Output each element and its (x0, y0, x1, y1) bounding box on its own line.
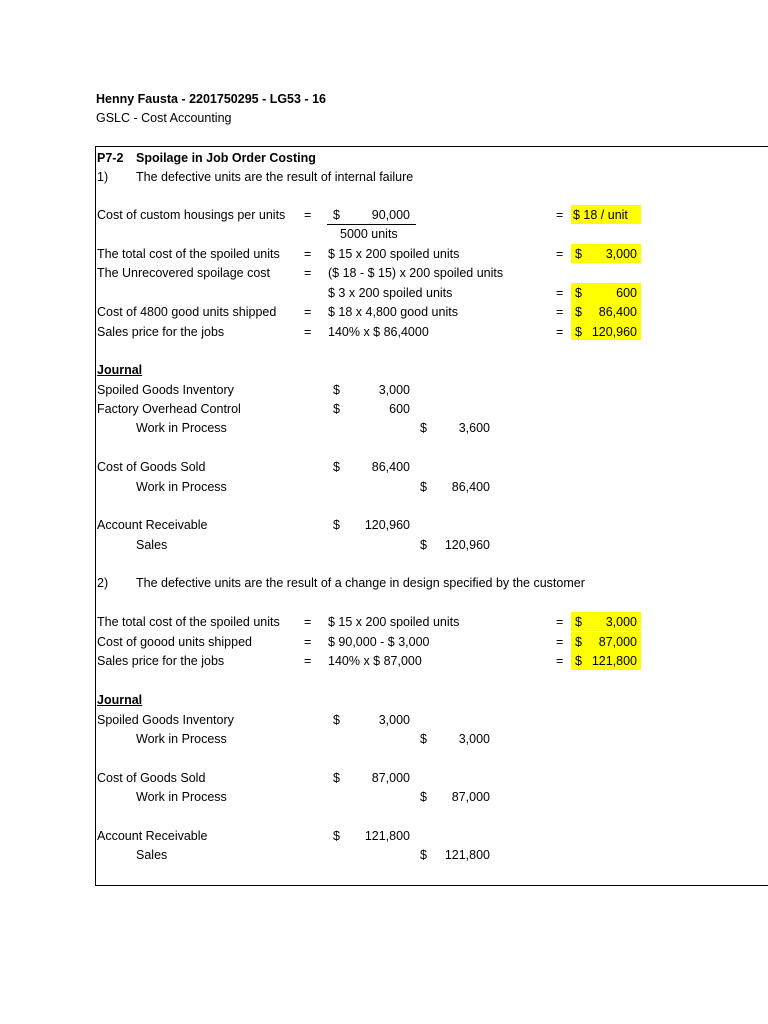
debit-currency: $ (333, 771, 340, 785)
debit-currency: $ (333, 383, 340, 397)
journal-account: Factory Overhead Control (97, 402, 241, 416)
result-value: 86,400 (598, 305, 637, 319)
equals-sign: = (304, 654, 312, 668)
equals-sign: = (304, 208, 312, 222)
equals-sign: = (556, 305, 564, 319)
journal-account: Sales (136, 848, 168, 862)
calc-label: Sales price for the jobs (97, 325, 225, 339)
result-value: 3,000 (605, 247, 637, 261)
equals-sign: = (304, 325, 312, 339)
equals-sign: = (304, 635, 312, 649)
debit-amount: 121,800 (364, 829, 410, 843)
result-currency: $ (575, 247, 582, 261)
equals-sign: = (556, 615, 564, 629)
journal-account: Cost of Goods Sold (97, 771, 206, 785)
result-value: 3,000 (605, 615, 637, 629)
currency-symbol: $ (333, 208, 340, 222)
journal-title: Journal (97, 363, 143, 377)
part2-number: 2) (97, 576, 109, 590)
result-currency: $ (575, 325, 582, 339)
calc-expression: 140% x $ 86,4000 (328, 325, 429, 339)
journal-account: Account Receivable (97, 518, 208, 532)
journal-account: Account Receivable (97, 829, 208, 843)
equals-sign: = (556, 286, 564, 300)
equals-sign: = (304, 615, 312, 629)
journal-account: Cost of Goods Sold (97, 460, 206, 474)
credit-currency: $ (420, 848, 427, 862)
journal-account: Work in Process (136, 790, 227, 804)
result-currency: $ (575, 286, 582, 300)
calc-expression: $ 18 x 4,800 good units (328, 305, 458, 319)
author-line: Henny Fausta - 2201750295 - LG53 - 16 (96, 92, 326, 106)
problem-code: P7-2 (97, 151, 124, 165)
credit-amount: 120,960 (444, 538, 490, 552)
calc-label: The total cost of the spoiled units (97, 247, 280, 261)
equals-sign: = (556, 635, 564, 649)
result-currency: $ (575, 615, 582, 629)
calc-expression: $ 3 x 200 spoiled units (328, 286, 453, 300)
result-value: 121,800 (591, 654, 637, 668)
equals-sign: = (556, 654, 564, 668)
credit-amount: 3,600 (458, 421, 490, 435)
result-value: $ 18 / unit (573, 208, 628, 222)
credit-currency: $ (420, 480, 427, 494)
calc-label: Cost of 4800 good units shipped (97, 305, 277, 319)
calc-label: The Unrecovered spoilage cost (97, 266, 271, 280)
calc-expression: 140% x $ 87,000 (328, 654, 422, 668)
equals-sign: = (304, 247, 312, 261)
equals-sign: = (556, 247, 564, 261)
debit-amount: 3,000 (378, 713, 410, 727)
result-currency: $ (575, 654, 582, 668)
credit-currency: $ (420, 538, 427, 552)
part2-heading: The defective units are the result of a change in design specified by the customer (136, 576, 585, 590)
debit-currency: $ (333, 829, 340, 843)
debit-amount: 3,000 (378, 383, 410, 397)
debit-currency: $ (333, 402, 340, 416)
debit-amount: 600 (389, 402, 410, 416)
result-value: 120,960 (591, 325, 637, 339)
journal-account: Work in Process (136, 732, 227, 746)
calc-expression: $ 90,000 - $ 3,000 (328, 635, 430, 649)
result-value: 87,000 (598, 635, 637, 649)
credit-currency: $ (420, 790, 427, 804)
journal-account: Work in Process (136, 480, 227, 494)
result-currency: $ (575, 635, 582, 649)
journal-title: Journal (97, 693, 143, 707)
calc-expression: ($ 18 - $ 15) x 200 spoiled units (328, 266, 504, 280)
credit-amount: 86,400 (451, 480, 490, 494)
equals-sign: = (556, 208, 564, 222)
calc-label: Sales price for the jobs (97, 654, 225, 668)
part1-heading: The defective units are the result of internal failure (136, 170, 414, 184)
credit-amount: 3,000 (458, 732, 490, 746)
journal-account: Work in Process (136, 421, 227, 435)
debit-currency: $ (333, 518, 340, 532)
denominator-value: 5000 units (340, 227, 398, 241)
calc-expression: $ 15 x 200 spoiled units (328, 247, 460, 261)
credit-currency: $ (420, 732, 427, 746)
credit-amount: 87,000 (451, 790, 490, 804)
fraction-line (327, 224, 416, 225)
debit-amount: 120,960 (364, 518, 410, 532)
credit-amount: 121,800 (444, 848, 490, 862)
debit-amount: 86,400 (371, 460, 410, 474)
journal-account: Spoiled Goods Inventory (97, 383, 234, 397)
equals-sign: = (556, 325, 564, 339)
part1-number: 1) (97, 170, 109, 184)
equals-sign: = (304, 266, 312, 280)
debit-amount: 87,000 (371, 771, 410, 785)
result-currency: $ (575, 305, 582, 319)
result-value: 600 (616, 286, 637, 300)
journal-account: Sales (136, 538, 168, 552)
debit-currency: $ (333, 460, 340, 474)
calc-label: Cost of goood units shipped (97, 635, 252, 649)
calc-label: The total cost of the spoiled units (97, 615, 280, 629)
numerator-value: 90,000 (371, 208, 410, 222)
course-line: GSLC - Cost Accounting (96, 111, 232, 125)
calc-expression: $ 15 x 200 spoiled units (328, 615, 460, 629)
problem-title: Spoilage in Job Order Costing (136, 151, 316, 165)
debit-currency: $ (333, 713, 340, 727)
calc-label: Cost of custom housings per units (97, 208, 286, 222)
journal-account: Spoiled Goods Inventory (97, 713, 234, 727)
equals-sign: = (304, 305, 312, 319)
credit-currency: $ (420, 421, 427, 435)
